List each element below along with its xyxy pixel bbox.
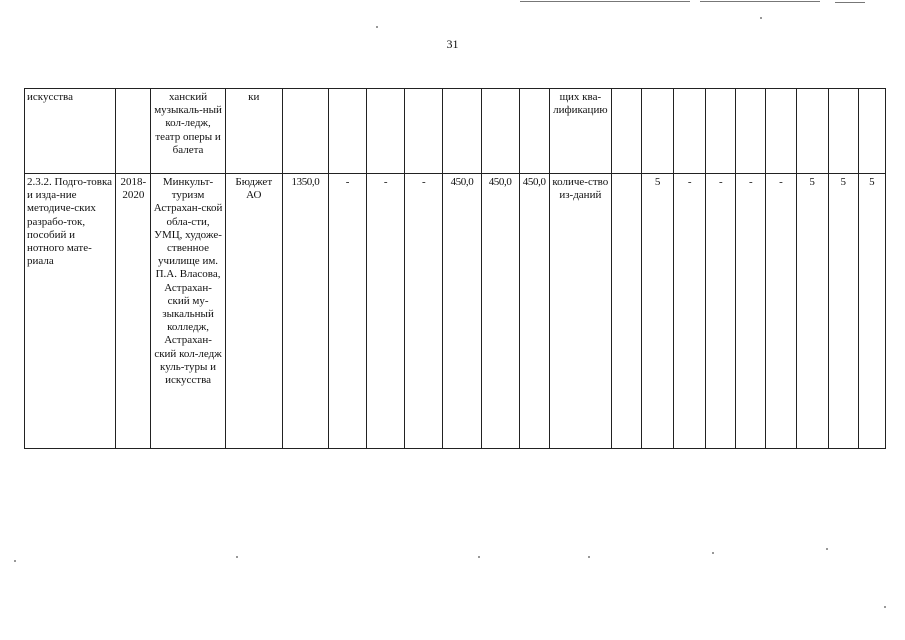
years-cell: 2018-2020: [116, 174, 151, 449]
scan-speck: [14, 560, 16, 562]
target-value-cell: 5: [858, 174, 885, 449]
empty-cell: [405, 89, 443, 174]
target-value-cell: 5: [642, 174, 674, 449]
funding-year-cell: 450,0: [481, 174, 519, 449]
scan-artifact-line: [700, 1, 820, 2]
program-table: [24, 88, 886, 449]
base-value-cell: [611, 174, 641, 449]
table-row: [25, 174, 886, 449]
empty-cell: [519, 89, 549, 174]
executor-cell: ханский музыкаль-ный кол-ледж, театр оперы и балета: [151, 89, 225, 174]
target-value-cell: 5: [796, 174, 828, 449]
indicator-cell: количе-ство из-даний: [549, 174, 611, 449]
empty-cell: [481, 89, 519, 174]
funding-year-cell: 450,0: [519, 174, 549, 449]
funding-source-cell: ки: [225, 89, 282, 174]
funding-total-cell: 1350,0: [282, 174, 328, 449]
empty-cell: [796, 89, 828, 174]
empty-cell: [766, 89, 796, 174]
funding-source-cell: Бюджет АО: [225, 174, 282, 449]
target-value-cell: 5: [828, 174, 858, 449]
target-value-cell: -: [674, 174, 706, 449]
scan-artifact-line: [520, 1, 690, 2]
scan-speck: [236, 556, 238, 558]
years-cell: [116, 89, 151, 174]
funding-year-cell: 450,0: [443, 174, 481, 449]
event-name-cell: 2.3.2. Подго-товка и изда-ние методиче-ских разрабо-ток, пособий и нотного мате-риала: [25, 174, 116, 449]
scan-speck: [478, 556, 480, 558]
page-number: 31: [446, 37, 459, 51]
executor-cell: Минкульт-туризм Астрахан-ской обла-сти, УМЦ, художе-ственное училище им. П.А. Власова, Астрахан-ский му-зыкальный колледж, Астрахан-ский кол-ледж куль-туры и искусства: [151, 174, 225, 449]
scan-speck: [826, 548, 828, 550]
scan-speck: [376, 26, 378, 28]
empty-cell: [706, 89, 736, 174]
scan-artifact-line: [835, 2, 865, 3]
funding-year-cell: -: [329, 174, 367, 449]
scan-speck: [588, 556, 590, 558]
target-value-cell: -: [706, 174, 736, 449]
empty-cell: [611, 89, 641, 174]
scan-speck: [712, 552, 714, 554]
scan-speck: [884, 606, 886, 608]
empty-cell: [642, 89, 674, 174]
target-value-cell: -: [736, 174, 766, 449]
funding-year-cell: -: [405, 174, 443, 449]
event-name-cell: искусства: [25, 89, 116, 174]
table-row: [25, 89, 886, 174]
empty-cell: [674, 89, 706, 174]
indicator-cell: щих ква-лификацию: [549, 89, 611, 174]
scan-speck: [760, 17, 762, 19]
empty-cell: [282, 89, 328, 174]
empty-cell: [443, 89, 481, 174]
empty-cell: [367, 89, 405, 174]
empty-cell: [736, 89, 766, 174]
target-value-cell: -: [766, 174, 796, 449]
funding-year-cell: -: [367, 174, 405, 449]
empty-cell: [828, 89, 858, 174]
empty-cell: [329, 89, 367, 174]
empty-cell: [858, 89, 885, 174]
